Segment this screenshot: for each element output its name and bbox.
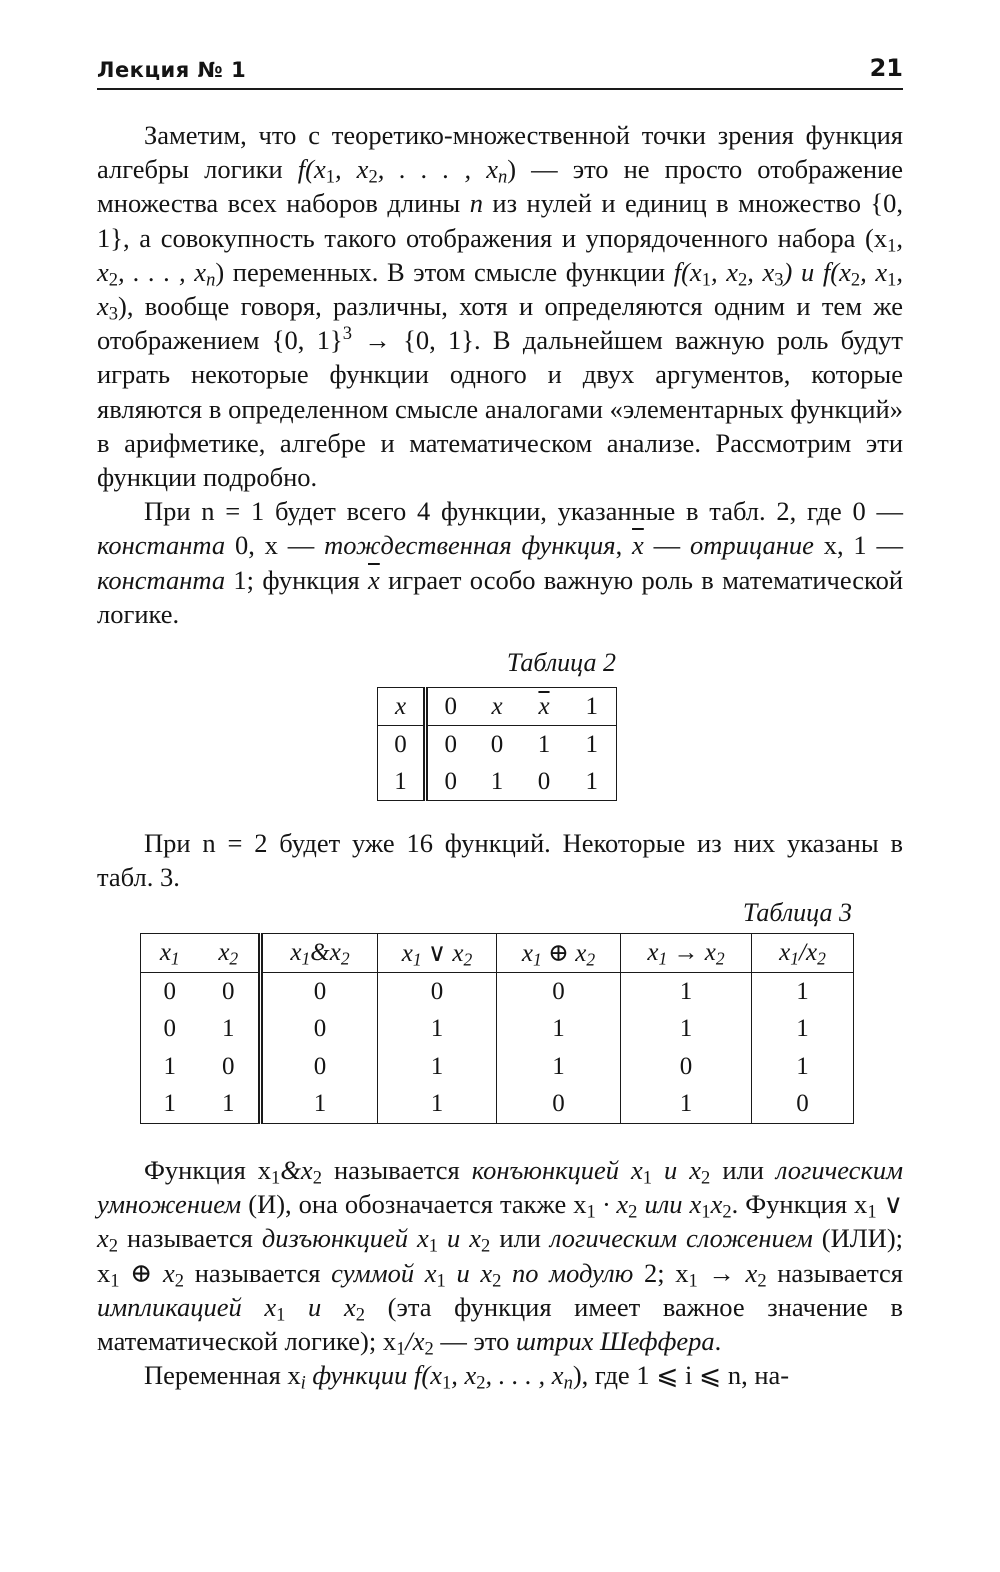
page-header bbox=[97, 48, 903, 90]
table-2-header-cell: 0 bbox=[426, 688, 474, 726]
table-cell: 1 bbox=[497, 1011, 621, 1049]
table-cell: 1 bbox=[378, 1011, 497, 1049]
table-cell: 0 bbox=[141, 1011, 199, 1049]
running-head: Лекция № 1 bbox=[97, 58, 247, 82]
table-cell: 0 bbox=[497, 973, 621, 1011]
table-3-header-cell: $x_1\&x_2$ bbox=[261, 934, 378, 973]
table-cell: 0 bbox=[752, 1086, 854, 1124]
table-cell: 0 bbox=[521, 763, 568, 801]
paragraph-5: Переменная $x_i$ функции $f(x_1$, $x_2$, . . . , $x_n$), где 1 ⩽ i ⩽ n, на- bbox=[144, 1360, 790, 1394]
table-cell: 1 bbox=[497, 1048, 621, 1086]
table-cell: 0 bbox=[474, 726, 521, 764]
table-row bbox=[141, 1086, 854, 1124]
table-cell: 1 bbox=[621, 1086, 752, 1124]
table-cell: 1 bbox=[199, 1011, 261, 1049]
truth-table-one-variable bbox=[377, 687, 617, 801]
table-row bbox=[141, 1011, 854, 1049]
table-cell: 1 bbox=[378, 1048, 497, 1086]
table-cell: 0 bbox=[621, 1048, 752, 1086]
table-cell: 1 bbox=[141, 1086, 199, 1124]
table-cell: 1 bbox=[474, 763, 521, 801]
table-2-caption: Таблица 2 bbox=[506, 648, 616, 677]
table-2-header-cell: $\overline{x}$ bbox=[521, 688, 568, 726]
table-row bbox=[378, 688, 617, 726]
table-3-header-cell: $x_1$ ∨ $x_2$ bbox=[378, 934, 497, 973]
table-row bbox=[141, 1048, 854, 1086]
page-body-lower bbox=[97, 1153, 903, 1392]
table-cell: 0 bbox=[426, 726, 474, 764]
table-cell: 0 bbox=[141, 973, 199, 1011]
table-cell: 1 bbox=[621, 973, 752, 1011]
table-cell: 0 bbox=[261, 973, 378, 1011]
paragraph-4: Функция $x_1\&x_2$ называется конъюнкцией $x_1$ и $x_2$ или логическим умножением (И), она обозначается также $x_1 \cdot x_2$ или $x_1x_2$. Функция $x_1$ ∨ $x_2$ называется дизъюнкцией $x_1$ и $x_2$ или логическим сложением (ИЛИ); $x_1$ ⊕ $x_2$ называется суммой $x_1$ и $x_2$ по модулю 2; $x_1 \to x_2$ называется импликацией $x_1$ и $x_2$ (эта функция имеет важное значение в математической логике); $x_1/x_2$ — это штрих Шеффера. bbox=[97, 1155, 904, 1360]
table-cell: 0 bbox=[261, 1048, 378, 1086]
paragraph-1: Заметим, что с теоретико-множественной точки зрения функция алгебры логики $f(x_1$, $x_2$, . . . , $x_n$) — это не просто отображение множества всех наборов длины n из нулей и единиц в множество {0, 1}, а совокупность такого отображения и упорядоченного набора ($x_1$, $x_2$, . . . , $x_n$) переменных. В этом смысле функции $f(x_1$, $x_2$, $x_3$) и $f(x_2$, $x_1$, $x_3$), вообще говоря, различны, хотя и определяются одним и тем же отображением {0, 1}$^3$ → {0, 1}. В дальнейшем важную роль будут играть некоторые функции одного и двух аргументов, которые являются в определенном смысле аналогами «элементарных функций» в арифметике, алгебре и математическом анализе. Рассмотрим эти функции подробно. bbox=[97, 120, 904, 493]
table-cell: 1 bbox=[752, 1048, 854, 1086]
table-cell: 0 bbox=[497, 1086, 621, 1124]
table-cell: 1 bbox=[621, 1011, 752, 1049]
table-cell: 1 bbox=[261, 1086, 378, 1124]
table-3-header-cell: $x_1$ ⊕ $x_2$ bbox=[497, 934, 621, 973]
paragraph-2: При n = 1 будет всего 4 функции, указанные в табл. 2, где 0 — константа 0, x — тождественная функция, $\overline{x}$ — отрицание x, 1 — константа 1; функция $\overline{x}$ играет особо важную роль в математической логике. bbox=[97, 496, 904, 629]
table-cell: 1 bbox=[752, 1011, 854, 1049]
table-cell: 1 bbox=[521, 726, 568, 764]
table-cell: 1 bbox=[378, 763, 426, 801]
table-cell: 1 bbox=[568, 726, 617, 764]
table-row bbox=[378, 763, 617, 801]
table-row bbox=[141, 934, 854, 973]
page-body bbox=[97, 118, 903, 631]
table-row bbox=[378, 726, 617, 764]
table-cell: 0 bbox=[426, 763, 474, 801]
page-number: 21 bbox=[869, 54, 903, 82]
table-cell: 1 bbox=[752, 973, 854, 1011]
table-cell: 1 bbox=[378, 1086, 497, 1124]
table-cell: 0 bbox=[199, 973, 261, 1011]
table-2-header-cell: 1 bbox=[568, 688, 617, 726]
truth-table-two-variables bbox=[140, 933, 854, 1124]
table-3-header-cell: $x_1 \to x_2$ bbox=[621, 934, 752, 973]
table-3-caption: Таблица 3 bbox=[742, 898, 852, 927]
table-3-header-cell: $x_1/x_2$ bbox=[752, 934, 854, 973]
paragraph-3: При n = 2 будет уже 16 функций. Некоторые из них указаны в табл. 3. bbox=[97, 828, 903, 893]
table-3-header-cell: $x_2$ bbox=[199, 934, 261, 973]
table-cell: 0 bbox=[378, 973, 497, 1011]
table-cell: 1 bbox=[141, 1048, 199, 1086]
table-2-header-cell: x bbox=[378, 688, 426, 726]
table-cell: 0 bbox=[378, 726, 426, 764]
table-cell: 0 bbox=[261, 1011, 378, 1049]
table-cell: 0 bbox=[199, 1048, 261, 1086]
table-2-header-cell: x bbox=[474, 688, 521, 726]
table-cell: 1 bbox=[568, 763, 617, 801]
table-cell: 1 bbox=[199, 1086, 261, 1124]
table-row bbox=[141, 973, 854, 1011]
table-3-header-cell: $x_1$ bbox=[141, 934, 199, 973]
